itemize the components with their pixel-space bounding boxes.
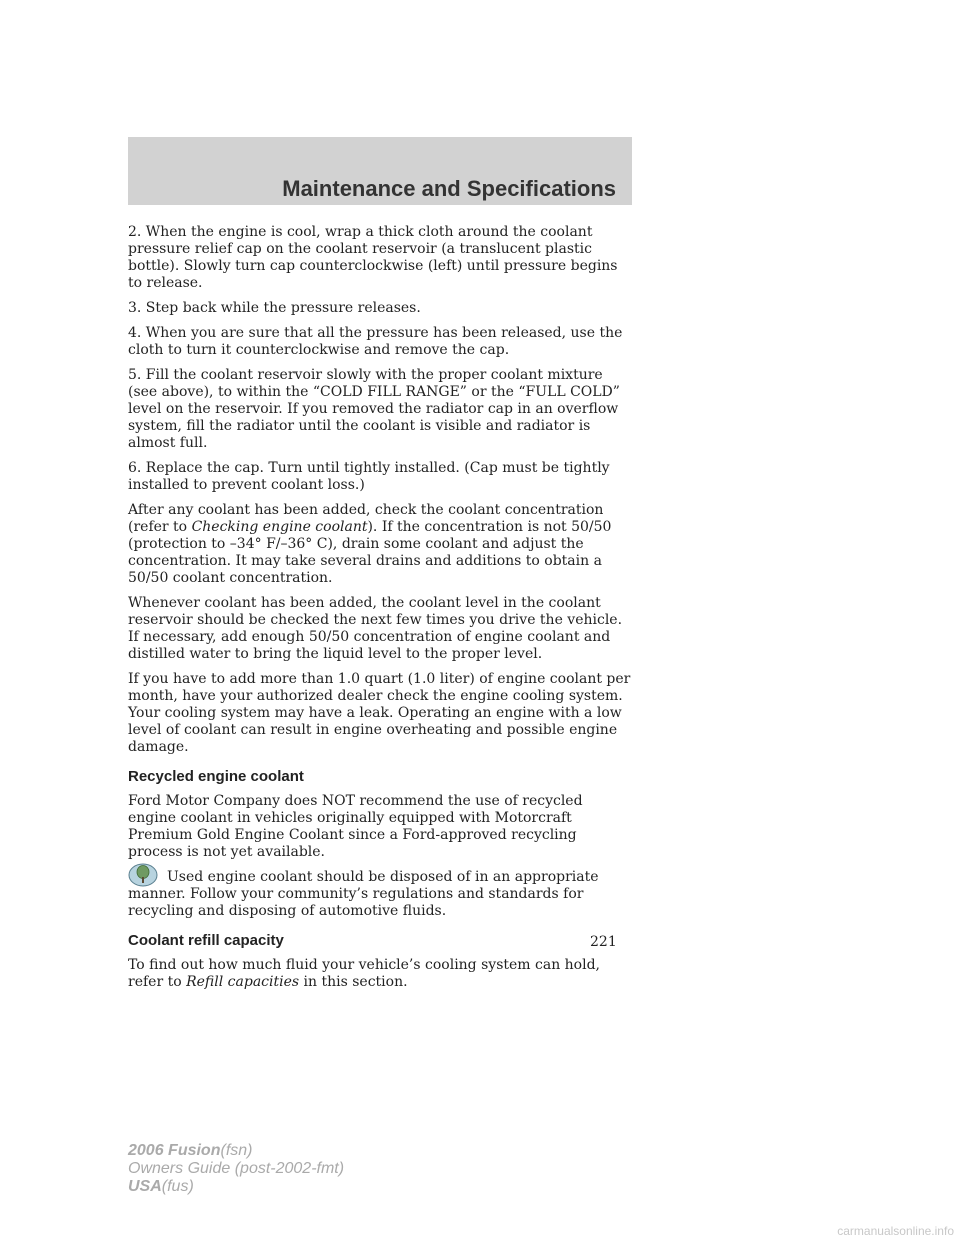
footer-line-1: [128, 1142, 344, 1160]
footer-line-3: [128, 1178, 344, 1196]
step-6-paragraph: 6. Replace the cap. Turn until tightly installed. (Cap must be tightly installed to prevent coolant loss.): [128, 460, 610, 493]
refill-text-pre: To find out how much fluid your vehicle’s cooling system can hold, refer to: [128, 957, 601, 990]
footer-model-code: (fsn): [220, 1142, 253, 1159]
footer-market-code: (fus): [161, 1178, 194, 1195]
step-4-paragraph: 4. When you are sure that all the pressure has been released, use the cloth to turn it counterclockwise and remove the cap.: [128, 325, 623, 358]
step-5-paragraph: 5. Fill the coolant reservoir slowly with the proper coolant mixture (see above), to within the “COLD FILL RANGE” or the “FULL COLD” level on the reservoir. If you removed the radiator cap in an overflow system, fill the radiator until the coolant is visible and radiator is almost full.: [128, 367, 620, 451]
step-3-paragraph: 3. Step back while the pressure releases.: [128, 300, 421, 316]
refill-capacity-paragraph: [128, 957, 634, 991]
page-number: 221: [590, 934, 617, 950]
document-footer: [128, 1142, 344, 1196]
recycled-coolant-paragraph: Ford Motor Company does NOT recommend the use of recycled engine coolant in vehicles originally equipped with Motorcraft Premium Gold Engine Coolant since a Ford-approved recycling process is not yet available.: [128, 793, 583, 860]
checking-engine-coolant-ref: Checking engine coolant: [191, 519, 368, 535]
tree-icon: [128, 863, 158, 887]
environment-note-rest: manner. Follow your community’s regulations and standards for recycling and disposing of automotive fluids.: [128, 886, 584, 919]
environment-note: [128, 869, 634, 920]
footer-market: USA: [128, 1178, 162, 1195]
refill-capacities-ref: Refill capacities: [186, 974, 300, 990]
page-content: [128, 224, 634, 999]
watermark: carmanualsonline.info: [837, 1224, 954, 1238]
refill-capacity-heading: Coolant refill capacity: [128, 932, 284, 949]
refill-text-post: in this section.: [303, 974, 408, 990]
concentration-paragraph: [128, 502, 634, 587]
coolant-level-paragraph: Whenever coolant has been added, the coolant level in the coolant reservoir should be checked the next few times you drive the vehicle. If necessary, add enough 50/50 concentration of engine coolant and distilled water to bring the liquid level to the proper level.: [128, 595, 623, 662]
concentration-text-post: ). If the concentration is not 50/50 (protection to –34° F/–36° C), drain some coolant and adjust the concentration. It may take several drains and additions to obtain a 50/50 coolant concentration.: [128, 519, 612, 586]
section-title: Maintenance and Specifications: [282, 176, 616, 201]
environment-note-first-line: Used engine coolant should be disposed of in an appropriate: [167, 869, 599, 885]
concentration-text-pre: After any coolant has been added, check the coolant concentration (refer to: [128, 502, 604, 535]
step-2-paragraph: 2. When the engine is cool, wrap a thick cloth around the coolant pressure relief cap on the coolant reservoir (a translucent plastic bottle). Slowly turn cap counterclockwise (left) until pressure begins to release.: [128, 224, 618, 291]
section-header: [128, 137, 632, 205]
coolant-leak-paragraph: If you have to add more than 1.0 quart (1.0 liter) of engine coolant per month, have your authorized dealer check the engine cooling system. Your cooling system may have a leak. Operating an engine with a low level of coolant can result in engine overheating and possible engine damage.: [128, 671, 631, 755]
footer-line-2: Owners Guide (post-2002-fmt): [128, 1160, 345, 1177]
footer-model: 2006 Fusion: [128, 1142, 221, 1159]
recycled-coolant-heading: Recycled engine coolant: [128, 768, 304, 785]
